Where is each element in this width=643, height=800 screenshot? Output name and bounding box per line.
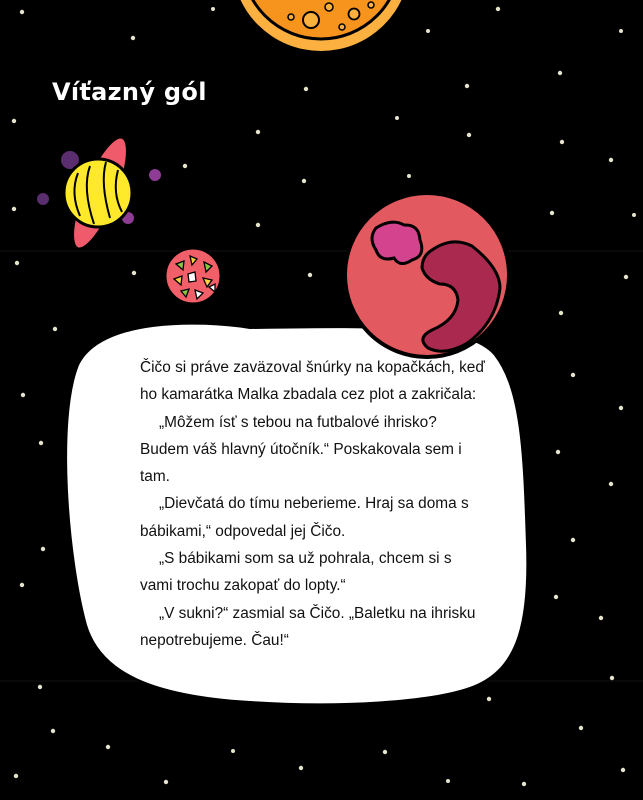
page-title: Víťazný gól	[52, 78, 207, 106]
story-paragraph: „S bábikami som sa už pohrala, chcem si s vami trochu zakopať do lopty.“	[140, 550, 452, 595]
story-paragraph: „Môžem ísť s tebou na futbalové ihrisko? Budem váš hlavný útočník.“ Poskakovala sem i tam.	[140, 413, 462, 486]
story-text	[140, 354, 485, 654]
story-paragraph: Čičo si práve zaväzoval šnúrky na kopačkách, keď ho kamarátka Malka zbadala cez plot a zakričala:	[140, 359, 485, 404]
story-paragraph: „Dievčatá do tímu neberieme. Hraj sa doma s bábikami,“ odpovedal jej Čičo.	[140, 495, 469, 540]
story-paragraph: „V sukni?“ zasmial sa Čičo. „Baletku na ihrisku nepotrebujeme. Čau!“	[140, 604, 476, 649]
red-planet-icon	[340, 188, 515, 363]
